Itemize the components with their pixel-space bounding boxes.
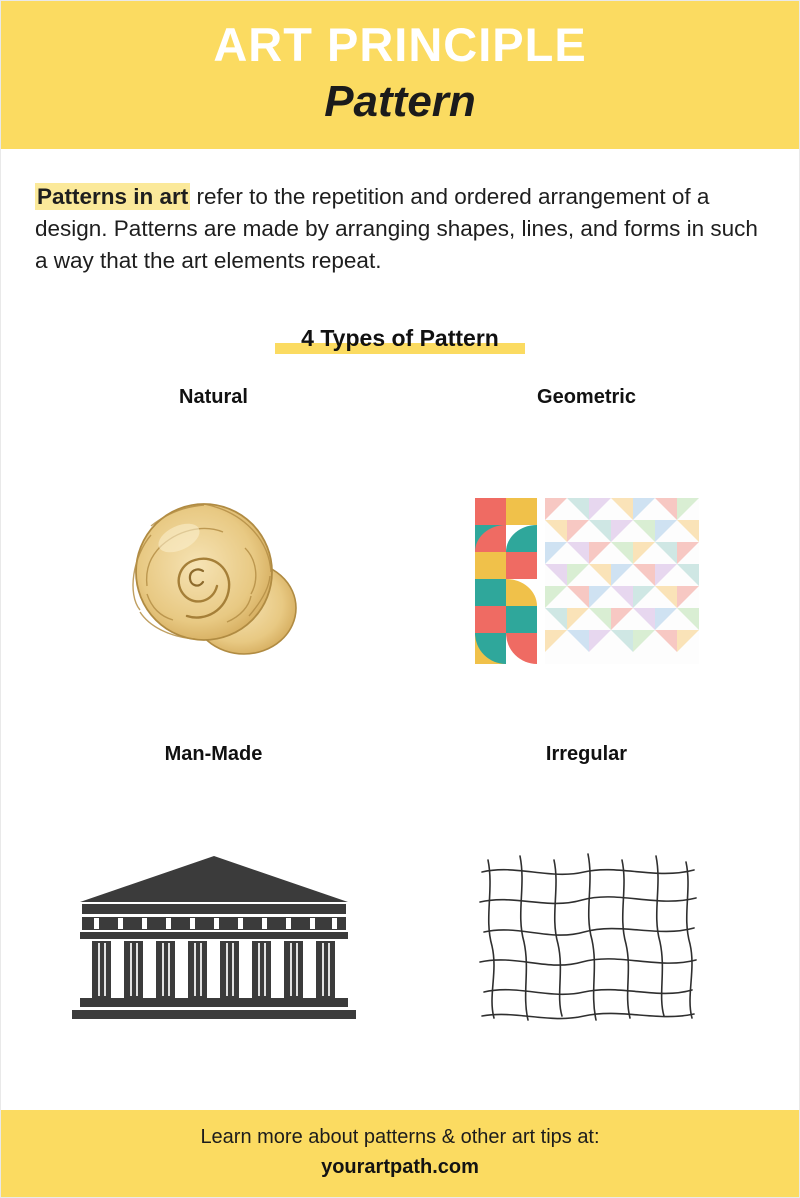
irregular-grid-icon <box>400 774 773 1100</box>
pattern-type-label: Irregular <box>545 743 628 766</box>
snail-shell-icon <box>27 417 400 743</box>
poster-footer <box>1 1110 799 1197</box>
page-subtitle: Pattern <box>324 76 476 126</box>
poster-header <box>1 1 799 149</box>
page-title: ART PRINCIPLE <box>213 18 587 71</box>
pattern-type-irregular <box>400 743 773 1100</box>
section-heading-wrap <box>1 325 799 352</box>
intro-paragraph <box>1 149 799 277</box>
intro-highlight: Patterns in art <box>37 184 189 210</box>
section-heading <box>275 325 525 352</box>
footer-website[interactable]: yourartpath.com <box>321 1156 479 1178</box>
pattern-type-label: Geometric <box>537 386 636 409</box>
intro-rest: refer to the repetition and ordered arrangement of a design. Patterns are made by arranging shapes, lines, and forms in such a way that the art elements repeat. <box>35 184 758 274</box>
greek-temple-icon <box>27 774 400 1100</box>
footer-tagline: Learn more about patterns & other art tips at: <box>200 1126 600 1148</box>
pattern-type-man-made <box>27 743 400 1100</box>
pattern-type-label: Man-Made <box>164 743 263 766</box>
section-heading-label: 4 Types of Pattern <box>301 325 499 352</box>
pattern-type-geometric <box>400 386 773 743</box>
pattern-type-natural <box>27 386 400 743</box>
pattern-type-label: Natural <box>179 386 248 409</box>
geometric-pattern-icon <box>400 417 773 743</box>
pattern-types-grid <box>1 352 799 1110</box>
